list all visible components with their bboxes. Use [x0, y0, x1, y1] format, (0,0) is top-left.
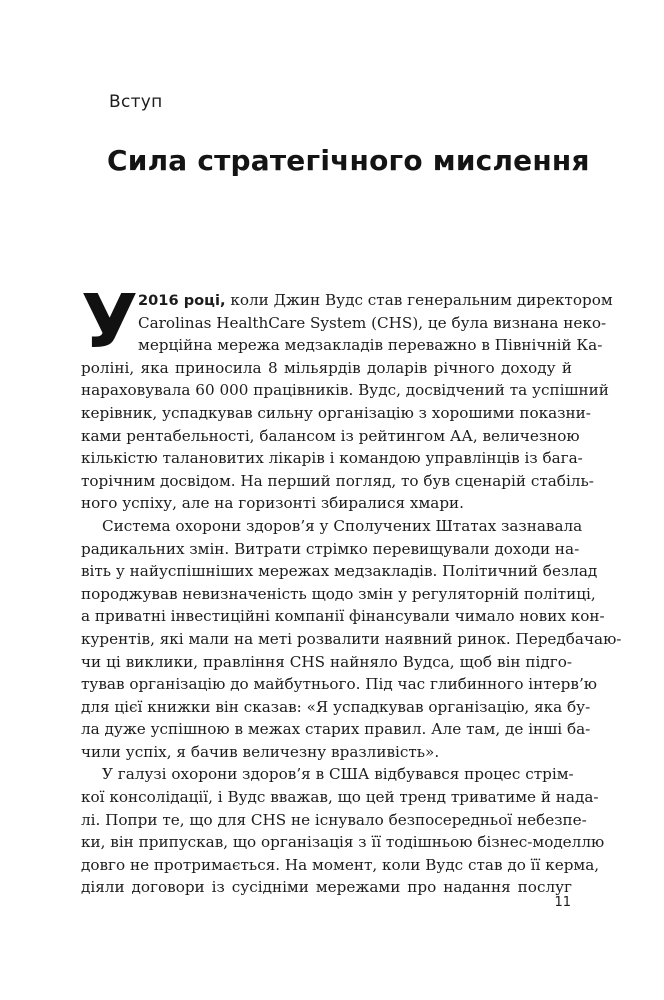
text-line: кількістю талановитих лікарів і командою управлінців із бага-	[81, 449, 583, 468]
text-line: чи ці виклики, правління CHS найняло Вудса, щоб він підго-	[81, 652, 572, 671]
text-line: ного успіху, але на горизонті збиралися хмари.	[81, 494, 464, 513]
text-line: У галузі охорони здоров’я в США відбувався процес стрім-	[102, 765, 574, 784]
text-line: мерційна мережа медзакладів переважно в Північній Ка-	[138, 336, 603, 355]
text-line: нараховувала 60 000 працівників. Вудс, досвідчений та успішний	[81, 381, 609, 400]
lead-in-bold: 2016 році,	[138, 292, 226, 309]
text-line: для цієї книжки він сказав: «Я успадкував організацію, яка бу-	[81, 697, 591, 716]
text-line: керівник, успадкував сильну організацію з хорошими показни-	[81, 403, 591, 422]
chapter-label: Вступ	[109, 92, 163, 112]
text-line: довго не протримається. На момент, коли Вудс став до її керма,	[81, 855, 600, 874]
text-line: торічним досвідом. На перший погляд, то був сценарій стабіль-	[81, 471, 594, 490]
text-line: Carolinas HealthCare System (CHS), це була визнана неко-	[138, 313, 607, 332]
text-line: чили успіх, я бачив величезну вразливість».	[81, 742, 440, 761]
text-line: роліні, яка приносила 8 мільярдів доларів річного доходу й	[81, 358, 572, 377]
chapter-title: Сила стратегічного мислення	[107, 144, 590, 177]
page-number: 11	[554, 895, 571, 910]
text-line: породжував невизначеність щодо змін у регуляторній політиці,	[81, 584, 596, 603]
text-line: тував організацію до майбутнього. Під час глибинного інтерв’ю	[81, 675, 597, 694]
text-line: діяли договори із сусідніми мережами про надання послуг	[81, 878, 572, 897]
text-line: віть у найуспішніших мережах медзакладів. Політичний безлад	[81, 562, 598, 581]
body-text	[81, 289, 622, 899]
text-line: кої консолідації, і Вудс вважав, що цей тренд триватиме й нада-	[81, 788, 599, 807]
text-line: ла дуже успішною в межах старих правил. Але там, де інші ба-	[81, 720, 591, 739]
text-line: Система охорони здоров’я у Сполучених Штатах зазнавала	[102, 516, 583, 535]
text-line: а приватні інвестиційні компанії фінансували чимало нових кон-	[81, 607, 605, 626]
drop-cap: У	[81, 279, 139, 365]
text-line: курентів, які мали на меті розвалити наявний ринок. Передбачаю-	[81, 629, 622, 648]
text-line: ками рентабельності, балансом із рейтингом АА, величезною	[81, 426, 580, 445]
text-line: ки, він припускав, що організація з її тодішньою бізнес-моделлю	[81, 833, 605, 852]
text-line: лі. Попри те, що для CHS не існувало безпосередньої небезпе-	[81, 810, 587, 829]
text-line: радикальних змін. Витрати стрімко перевищували доходи на-	[81, 539, 580, 558]
text-line: 2016 році, коли Джин Вудс став генеральним директором	[138, 291, 613, 309]
